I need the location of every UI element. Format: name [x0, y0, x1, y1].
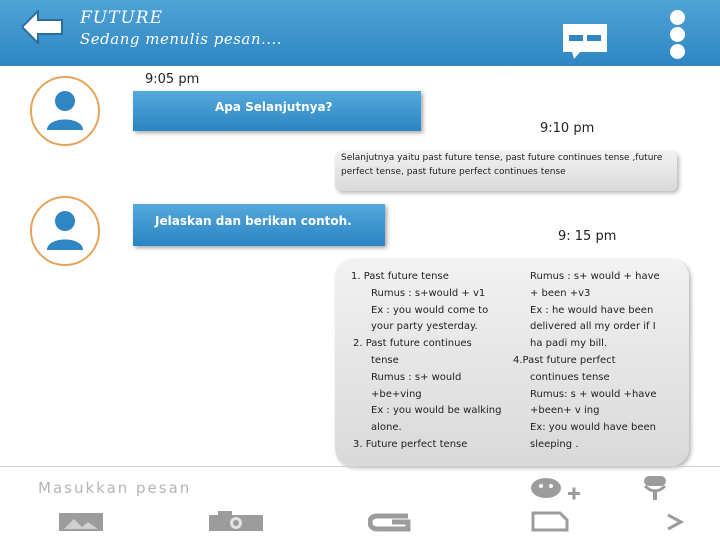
message-line: 2. Past future continues [353, 338, 472, 350]
message-line: Rumus : s+ would [371, 371, 462, 383]
message-text: Apa Selanjutnya? [215, 100, 333, 114]
file-icon[interactable] [530, 510, 570, 532]
message-bubble [335, 259, 689, 466]
message-line: 1. Past future tense [351, 271, 449, 282]
message-timestamp: 9:05 pm [145, 72, 200, 87]
message-line: 3. Future perfect tense [353, 438, 468, 450]
menu-dots-icon[interactable] [668, 10, 688, 62]
message-line: Rumus : s+would + v1 [371, 287, 486, 299]
user-avatar-icon [32, 198, 98, 264]
message-bubble [133, 91, 421, 131]
message-column-right [513, 269, 660, 454]
message-line: Ex: you would have been [530, 422, 656, 434]
chat-title: FUTURE [80, 8, 163, 28]
message-line: Ex : you would come to [371, 304, 489, 316]
input-divider [0, 466, 720, 467]
message-line: continues tense [530, 371, 610, 383]
message-text: Jelaskan dan berikan contoh. [155, 214, 352, 228]
message-line: delivered all my order if I [530, 321, 656, 333]
message-line: +been+ v ing [530, 405, 600, 417]
message-line: ha padi my bill. [530, 338, 608, 350]
avatar [30, 196, 100, 266]
message-column-left [351, 269, 501, 454]
message-line: 4.Past future perfect [513, 354, 616, 366]
message-line: Ex : he would have been [530, 304, 654, 316]
message-line: Rumus : s+ would + have [530, 271, 660, 282]
message-line: +be+ving [371, 388, 422, 400]
message-line: Ex : you would be walking [371, 405, 502, 417]
message-line: alone. [371, 422, 402, 434]
typing-status: Sedang menulis pesan.... [80, 30, 283, 48]
back-arrow-icon[interactable] [22, 10, 64, 44]
message-line: perfect tense, past future perfect continues tense [341, 167, 566, 177]
send-icon[interactable] [664, 512, 686, 532]
image-icon[interactable] [58, 512, 104, 532]
message-line: + been +v3 [530, 287, 591, 299]
message-line: sleeping . [530, 438, 579, 450]
camera-icon[interactable] [208, 510, 264, 532]
message-line: Selanjutnya yaitu past future tense, past future continues tense ,future [341, 153, 663, 163]
message-timestamp: 9: 15 pm [558, 229, 617, 244]
message-input[interactable]: Masukkan pesan [38, 479, 192, 497]
message-line: tense [371, 354, 399, 366]
chat-bubble-icon[interactable] [562, 22, 608, 60]
avatar [30, 76, 100, 146]
microphone-icon[interactable] [640, 474, 670, 500]
gif-icon[interactable] [368, 512, 416, 532]
message-timestamp: 9:10 pm [540, 121, 595, 136]
emoji-add-icon[interactable] [530, 476, 590, 502]
message-line: Rumus: s + would +have [530, 388, 657, 400]
message-bubble [335, 151, 677, 191]
message-bubble [133, 204, 385, 246]
chat-header [0, 0, 720, 66]
message-line: your party yesterday. [371, 321, 478, 333]
user-avatar-icon [32, 78, 98, 144]
